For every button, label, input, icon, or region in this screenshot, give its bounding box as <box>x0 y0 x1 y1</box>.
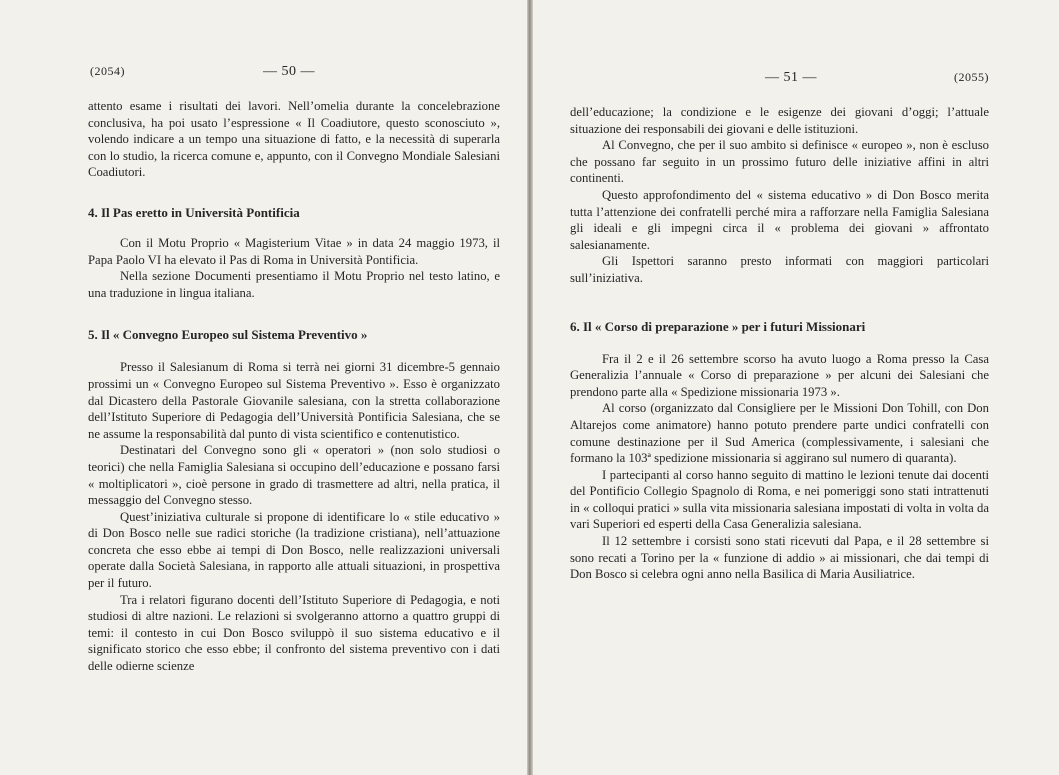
section-5-paragraph-2: Destinatari del Convegno sono gli « operatori » (non solo studiosi o teorici) che nella Famiglia Salesiana si occupino dell’educazione e possano farsi « moltiplicatori », cioè persone in grado di trasmettere ad altri, nella pratica, il messaggio del Convegno stesso. <box>88 443 500 508</box>
right-running-header <box>570 70 989 90</box>
right-header-number: (2055) <box>954 70 989 84</box>
section-6-paragraph-1: Fra il 2 e il 26 settembre scorso ha avuto luogo a Roma presso la Casa Generalizia l’annuale « Corso di preparazione » per alcuni dei Salesiani che prendono parte alla « Spedizione missionaria 1973 ». <box>570 351 989 399</box>
section-5-paragraph-4: Tra i relatori figurano docenti dell’Istituto Superiore di Pedagogia, e noti studiosi di altre nazioni. Le relazioni si svolgeranno attorno a quattro gruppi di temi: il contesto in cui Don Bosco sviluppò il suo sistema educativo e il significato storico che esso ebbe; il confronto del sistema preventivo con i dati delle odierne scienze <box>88 592 500 674</box>
section-6-paragraph-2: Al corso (organizzato dal Consigliere per le Missioni Don Tohill, con Don Altarejos come animatore) hanno potuto prendere parte undici confratelli con comune destinazione per il Sud America (complessivamente, i salesiani che formano la 103ª spedizione missionaria si aggirano sul numero di quaranta). <box>570 401 989 466</box>
left-header-number: (2054) <box>90 64 125 78</box>
section-5-paragraph-1: Presso il Salesianum di Roma si terrà nei giorni 31 dicembre-5 gennaio prossimi un « Convegno Europeo sul Sistema Preventivo ». Esso è organizzato dal Dicastero della Pastorale Giovanile salesiana, con la stretta collaborazione dell’Istituto Superiore di Pedagogia dell’Università Pontificia Salesiana, che se ne assume la responsabilità dal punto di vista scientifico e contenutistico. <box>88 360 500 441</box>
right-paragraph-4: Gli Ispettori saranno presto informati con maggiori particolari sull’iniziativa. <box>570 254 989 285</box>
book-gutter <box>527 0 533 775</box>
left-intro-paragraph: attento esame i risultati dei lavori. Nell’omelia durante la concelebrazione conclusiva, ha poi usato l’espressione « Il Coadiutore, questo sconosciuto », volendo indicare a un tempo una situazione di fatto, e la necessità di superarla con lo studio, la ricerca comune e, appunto, con il Convegno Mondiale Salesiani Coadiutori. <box>88 99 500 180</box>
left-page-number: — 50 — <box>263 64 315 79</box>
right-page-number: — 51 — <box>765 70 817 85</box>
section-4-paragraph-2: Nella sezione Documenti presentiamo il Motu Proprio nel testo latino, e una traduzione in lingua italiana. <box>88 269 500 300</box>
section-4-heading: 4. Il Pas eretto in Università Pontificia <box>88 204 300 220</box>
right-paragraph-3: Questo approfondimento del « sistema educativo » di Don Bosco merita tutta l’attenzione dei confratelli perché mira a rafforzare nella Famiglia Salesiana gli ideali e gli impegni circa il « problema dei giovani » affrontato salesianamente. <box>570 187 989 252</box>
right-paragraph-2: Al Convegno, che per il suo ambito si definisce « europeo », non è escluso che possano far seguito in un prossimo futuro delle iniziative affini in altri continenti. <box>570 138 989 186</box>
section-6-paragraph-3: I partecipanti al corso hanno seguito di mattino le lezioni tenute dai docenti del Pontificio Collegio Spagnolo di Roma, e nei pomeriggi sono stati intrattenuti in « colloqui pratici » sulla vita missionaria salesiana impostati di volta in volta da vari Superiori ed esperti della Casa Generalizia salesiana. <box>570 467 989 532</box>
right-page <box>530 0 1059 775</box>
section-5-heading: 5. Il « Convegno Europeo sul Sistema Preventivo » <box>88 327 368 343</box>
section-4-paragraph-1: Con il Motu Proprio « Magisterium Vitae » in data 24 maggio 1973, il Papa Paolo VI ha elevato il Pas di Roma in Università Pontificia. <box>88 235 500 267</box>
right-paragraph-1: dell’educazione; la condizione e le esigenze dei giovani d’oggi; l’attuale situazione dei responsabili dei giovani e delle istituzioni. <box>570 105 989 136</box>
section-6-heading: 6. Il « Corso di preparazione » per i futuri Missionari <box>570 318 866 334</box>
section-6-paragraph-4: Il 12 settembre i corsisti sono stati ricevuti dal Papa, e il 28 settembre si sono recati a Torino per la « funzione di addio » ai missionari, che dai tempi di Don Bosco si celebra ogni anno nella Basilica di Maria Ausiliatrice. <box>570 534 989 582</box>
left-running-header <box>88 64 500 84</box>
section-5-paragraph-3: Quest’iniziativa culturale si propone di identificare lo « stile educativo » di Don Bosco nelle sue radici storiche (la tradizione cristiana), nell’attuazione concreta che esso ebbe ai tempi di Don Bosco, nelle realizzazioni universali operate dalla Società Salesiana, in rapporto alle attuali situazioni, in prospettiva per il futuro. <box>88 509 500 591</box>
